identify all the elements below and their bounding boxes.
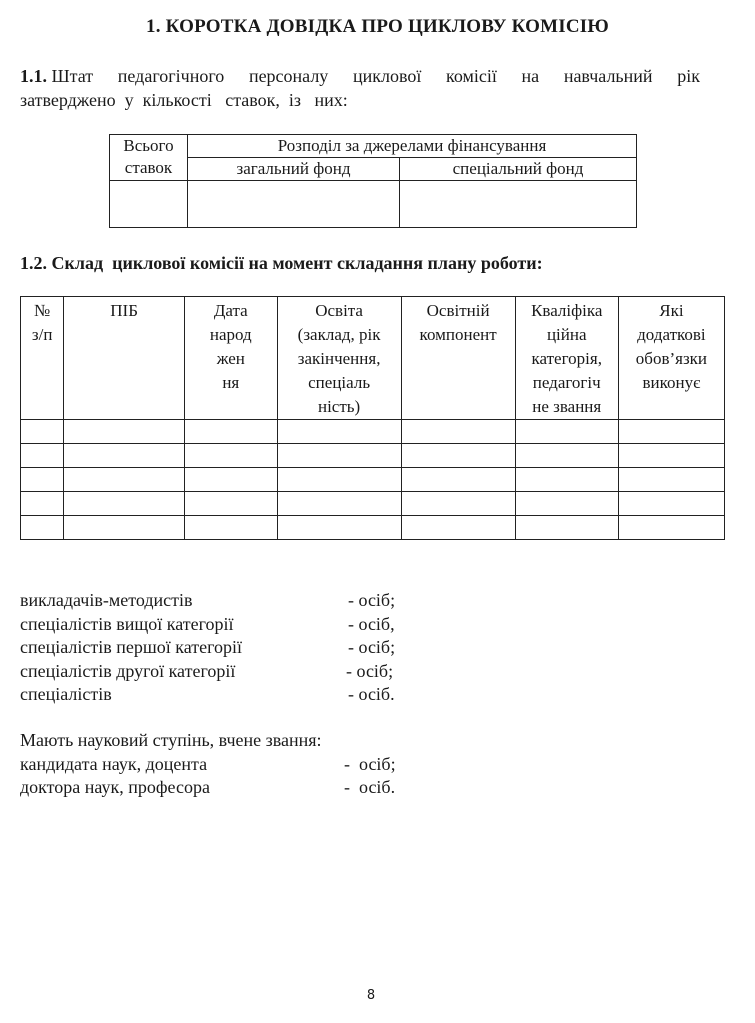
table-cell[interactable]	[618, 516, 724, 540]
composition-table-header-row	[21, 297, 725, 420]
table-cell[interactable]	[277, 420, 401, 444]
table-cell[interactable]	[184, 492, 277, 516]
word: персоналу	[248, 66, 329, 86]
degree-label: кандидата наук, доцента	[20, 753, 208, 774]
table-cell[interactable]	[515, 468, 618, 492]
col-general-fund-header: загальний фонд	[188, 158, 400, 181]
table-cell[interactable]	[515, 516, 618, 540]
list-item	[20, 589, 420, 613]
table-cell[interactable]	[21, 516, 64, 540]
col-distribution-header: Розподіл за джерелами фінансування	[188, 135, 637, 158]
table-cell[interactable]	[184, 516, 277, 540]
table-cell[interactable]	[277, 516, 401, 540]
section-1-1-number: 1.1.	[20, 66, 47, 86]
stat-count: - осіб,	[348, 613, 395, 634]
degree-count: - осіб;	[344, 753, 396, 774]
table-cell[interactable]	[21, 444, 64, 468]
stat-label: спеціалістів вищої категорії	[20, 613, 234, 634]
table-cell[interactable]	[618, 444, 724, 468]
table-cell[interactable]	[64, 420, 185, 444]
degrees-list	[20, 753, 420, 800]
staff-table-cell[interactable]	[400, 181, 637, 228]
word: педагогічного	[117, 66, 225, 86]
table-cell[interactable]	[21, 492, 64, 516]
table-cell[interactable]	[64, 516, 185, 540]
table-cell[interactable]	[277, 468, 401, 492]
composition-col-header-4: Освіта (заклад, рік закінчення, спеціаль ність)	[277, 297, 401, 420]
list-item	[20, 660, 420, 684]
table-cell[interactable]	[515, 420, 618, 444]
table-cell[interactable]	[618, 468, 724, 492]
degree-label: доктора наук, професора	[20, 777, 210, 797]
word: Штат	[51, 66, 94, 86]
stat-count: - осіб;	[348, 590, 396, 610]
table-cell[interactable]	[277, 492, 401, 516]
composition-col-header-1: № з/п	[21, 297, 64, 420]
word: на	[521, 66, 540, 86]
col-total-header: Всього ставок	[110, 135, 188, 181]
table-cell[interactable]	[618, 420, 724, 444]
staff-table-cell[interactable]	[110, 181, 188, 228]
stat-label: спеціалістів другої категорії	[20, 660, 236, 681]
word: рік	[677, 66, 700, 86]
page-title: 1. КОРОТКА ДОВІДКА ПРО ЦИКЛОВУ КОМІСІЮ	[146, 16, 609, 37]
word: циклової	[352, 66, 422, 86]
stat-count: - осіб;	[348, 637, 396, 657]
composition-col-header-2: ПІБ	[64, 297, 185, 420]
list-item	[20, 636, 420, 660]
composition-col-header-3: Дата народ жен ня	[184, 297, 277, 420]
page-number: 8	[366, 988, 376, 1003]
table-cell[interactable]	[515, 444, 618, 468]
table-cell[interactable]	[184, 468, 277, 492]
section-1-2-heading: 1.2. Склад циклової комісії на момент складання плану роботи:	[20, 253, 543, 273]
list-item	[20, 683, 420, 707]
stat-count: - осіб.	[348, 684, 395, 704]
table-row	[21, 444, 725, 468]
composition-col-header-6: Кваліфіка ційна категорія, педагогіч не звання	[515, 297, 618, 420]
table-row	[21, 492, 725, 516]
staff-stats-list	[20, 589, 420, 707]
stat-label: спеціалістів першої категорії	[20, 637, 243, 657]
table-cell[interactable]	[21, 468, 64, 492]
composition-col-header-7: Які додаткові обов’язки виконує	[618, 297, 724, 420]
stat-count: - осіб;	[346, 660, 394, 681]
word: комісії	[446, 66, 497, 86]
composition-col-header-5: Освітній компонент	[401, 297, 515, 420]
table-cell[interactable]	[401, 468, 515, 492]
table-row	[21, 468, 725, 492]
table-cell[interactable]	[64, 492, 185, 516]
stat-label: викладачів-методистів	[20, 590, 193, 610]
table-cell[interactable]	[184, 420, 277, 444]
section-1-1-text	[20, 64, 700, 112]
table-cell[interactable]	[184, 444, 277, 468]
table-cell[interactable]	[401, 420, 515, 444]
table-cell[interactable]	[277, 444, 401, 468]
table-cell[interactable]	[401, 492, 515, 516]
table-row	[21, 420, 725, 444]
section-1-1-line-1	[20, 64, 700, 88]
table-cell[interactable]	[515, 492, 618, 516]
col-special-fund-header: спеціальний фонд	[400, 158, 637, 181]
degrees-block	[20, 729, 420, 800]
section-1-1-line-2: затверджено у кількості ставок, із них:	[20, 90, 348, 110]
table-cell[interactable]	[401, 516, 515, 540]
table-cell[interactable]	[401, 444, 515, 468]
staff-table-cell[interactable]	[188, 181, 400, 228]
list-item	[20, 753, 420, 777]
table-cell[interactable]	[64, 444, 185, 468]
degree-count: - осіб.	[344, 777, 396, 797]
staff-table	[109, 134, 637, 228]
table-row	[21, 516, 725, 540]
list-item	[20, 776, 420, 800]
degrees-intro: Мають науковий ступінь, вчене звання:	[20, 730, 322, 750]
list-item	[20, 613, 420, 637]
table-cell[interactable]	[618, 492, 724, 516]
table-cell[interactable]	[21, 420, 64, 444]
composition-table	[20, 296, 725, 540]
stat-label: спеціалістів	[20, 684, 112, 704]
word: навчальний	[563, 66, 653, 86]
table-cell[interactable]	[64, 468, 185, 492]
